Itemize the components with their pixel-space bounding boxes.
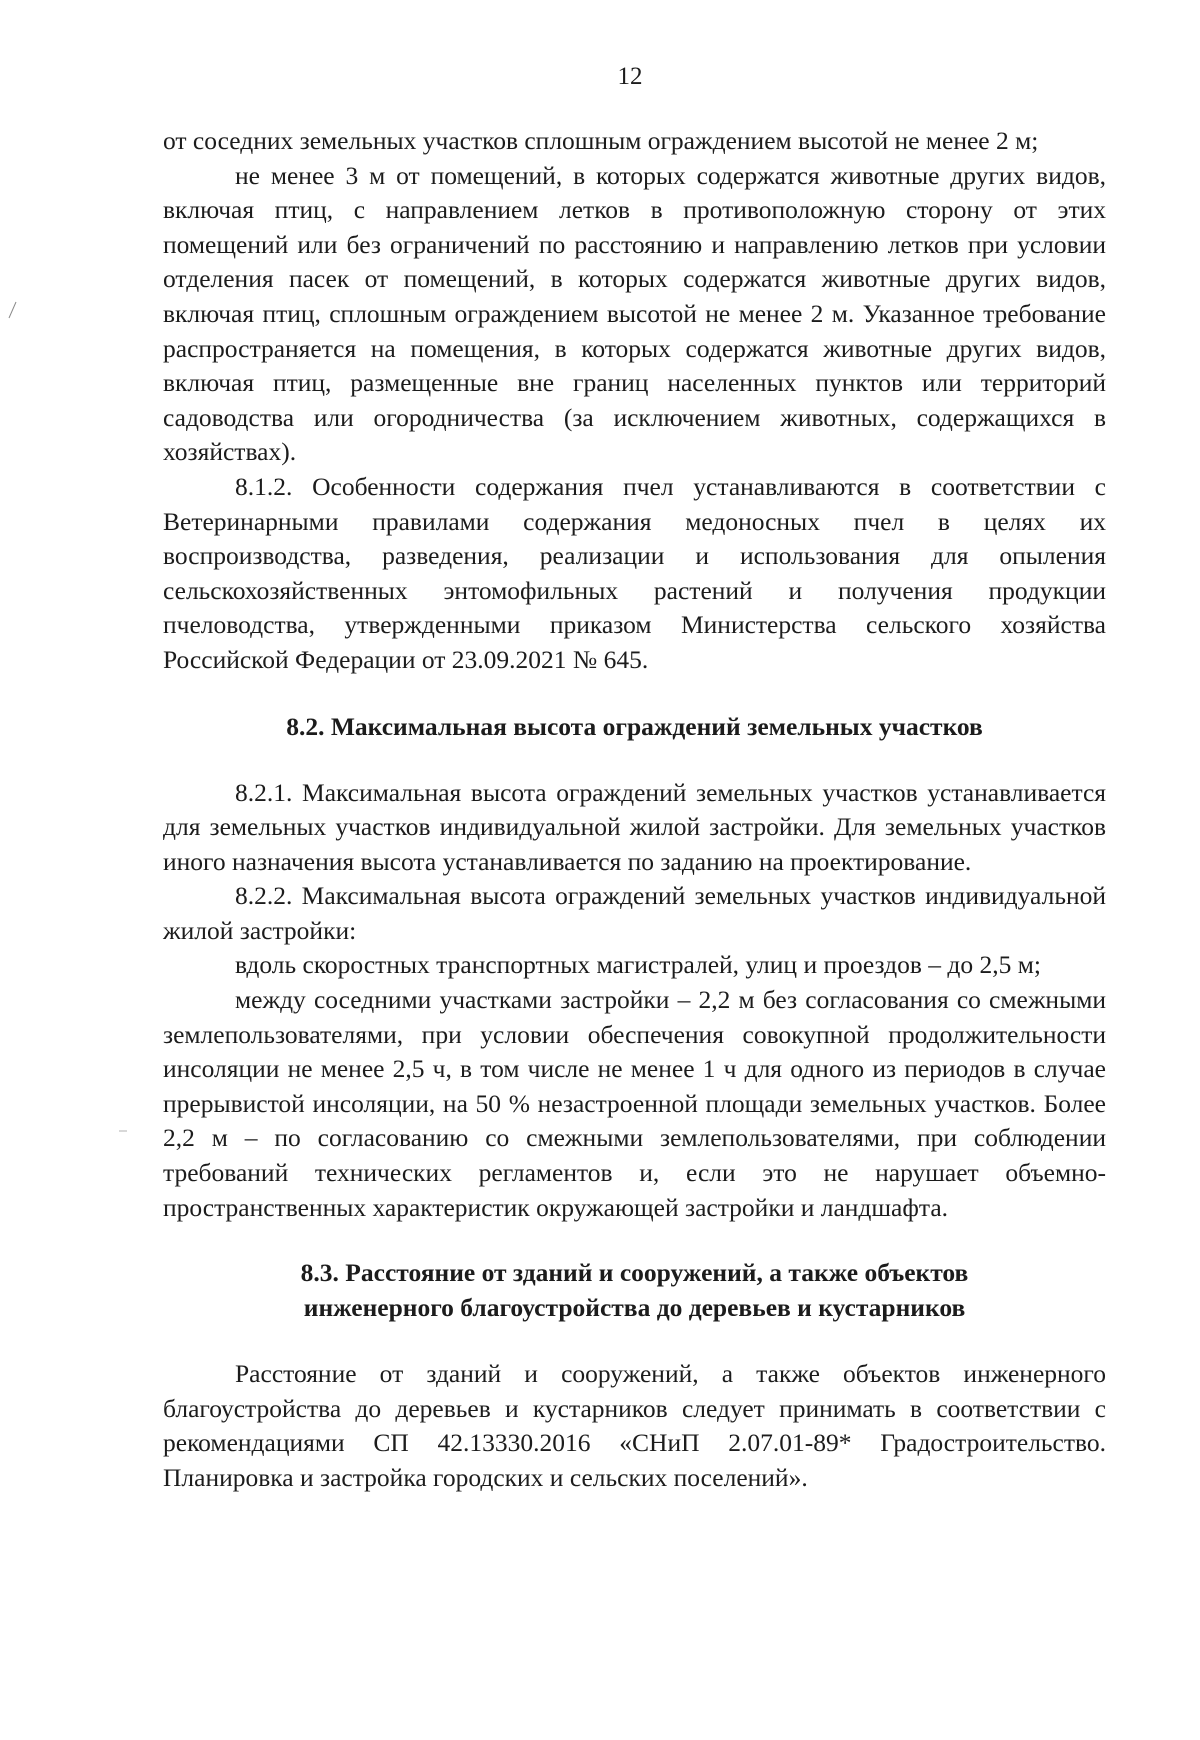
paragraph-8-2-2: 8.2.2. Максимальная высота ограждений земельных участков индивидуальной жилой застройки: bbox=[163, 881, 1106, 945]
paragraph-8-3-distance: Расстояние от зданий и сооружений, а также объектов инженерного благоустройства до деревьев и кустарников следует принимать в соответствии с рекомендациями СП 42.13330.2016 «СНиП 2.07.01-89* Градостроительство. Планировка и застройка городских и сельских поселений». bbox=[163, 1359, 1106, 1492]
spacer bbox=[163, 678, 1106, 709]
page-number: 12 bbox=[617, 63, 643, 90]
spacer bbox=[163, 1325, 1106, 1357]
paragraph-8-2-1: 8.2.1. Максимальная высота ограждений земельных участков устанавливается для земельных участков индивидуальной жилой застройки. Для земельных участков иного назначения высота устанавливается по заданию на проектирование. bbox=[163, 777, 1106, 876]
paragraph-between-plots: между соседними участками застройки – 2,2 м без согласования со смежными землепользователями, при условии обеспечения совокупной продолжительности инсоляции не менее 2,5 ч, в том числе не менее 1 ч для одного из периодов в случае прерывистой инсоляции, на 50 % незастроенной площади земельных участков. Более 2,2 м – по согласованию со смежными землепользователями, при соблюдении требований технических регламентов и, если это не нарушает объемно-пространственных характеристик окружающей застройки и ландшафта. bbox=[163, 985, 1106, 1222]
paragraph-fence-neighbors: от соседних земельных участков сплошным ограждением высотой не менее 2 м; bbox=[163, 126, 1039, 155]
scan-mark bbox=[6, 300, 20, 320]
scan-mark bbox=[118, 1128, 128, 1134]
spacer bbox=[163, 1225, 1106, 1255]
spacer bbox=[163, 744, 1106, 776]
paragraph-along-highways: вдоль скоростных транспортных магистралей, улиц и проездов – до 2,5 м; bbox=[235, 950, 1042, 980]
section-heading-8-2: 8.2. Максимальная высота ограждений земельных участков bbox=[286, 711, 983, 741]
section-heading-8-3-line1: 8.3. Расстояние от зданий и сооружений, а также объектов bbox=[300, 1258, 969, 1288]
paragraph-8-1-2: 8.1.2. Особенности содержания пчел устанавливаются в соответствии с Ветеринарными правилами содержания медоносных пчел в целях их воспроизводства, разведения, реализации и использования для опыления сельскохозяйственных энтомофильных растений и получения продукции пчеловодства, утвержденными приказом Министерства сельского хозяйства Российской Федерации от 23.09.2021 № 645. bbox=[163, 471, 1106, 674]
section-heading-8-3 bbox=[163, 1255, 1106, 1325]
section-heading-8-3-line2: инженерного благоустройства до деревьев и кустарников bbox=[303, 1293, 966, 1323]
document-body bbox=[163, 124, 1106, 1496]
paragraph-distance-animals: не менее 3 м от помещений, в которых содержатся животные других видов, включая птиц, с направлением летков в противоположную сторону от этих помещений или без ограничений по расстоянию и направлению летков при условии отделения пасек от помещений, в которых содержатся животные других видов, включая птиц, сплошным ограждением высотой не менее 2 м. Указанное требование распространяется на помещения, в которых содержатся животные других видов, включая птиц, размещенные вне границ населенных пунктов или территорий садоводства или огородничества (за исключением животных, содержащихся в хозяйствах). bbox=[163, 160, 1106, 467]
